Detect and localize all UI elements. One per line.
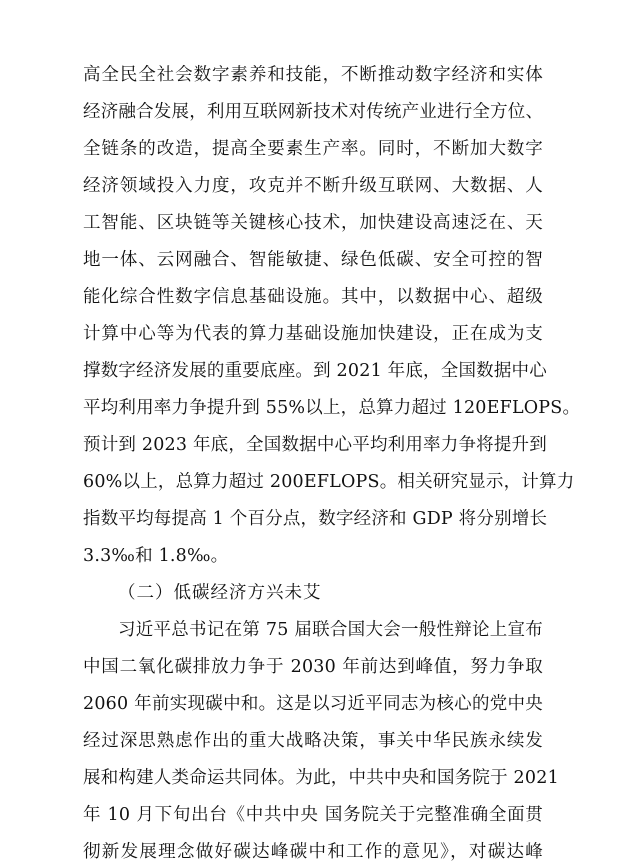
text-line: 工智能、区块链等关键核心技术，加快建设高速泛在、天 xyxy=(83,213,543,233)
text-line: 3.3‰和 1.8‰。 xyxy=(83,546,229,566)
text-line: 60%以上，总算力超过 200EFLOPS。相关研究显示，计算力 xyxy=(83,472,575,492)
text-line: 地一体、云网融合、智能敏捷、绿色低碳、安全可控的智 xyxy=(83,250,543,270)
text-line: 经济领域投入力度，攻克并不断升级互联网、大数据、人 xyxy=(83,176,543,196)
text-line: 经过深思熟虑作出的重大战略决策，事关中华民族永续发 xyxy=(83,731,543,751)
text-line: 习近平总书记在第 75 届联合国大会一般性辩论上宣布 xyxy=(118,620,543,640)
text-line: 撑数字经济发展的重要底座。到 2021 年底，全国数据中心 xyxy=(83,361,547,381)
text-line: 高全民全社会数字素养和技能，不断推动数字经济和实体 xyxy=(83,65,543,85)
text-line: 全链条的改造，提高全要素生产率。同时，不断加大数字 xyxy=(83,139,543,159)
text-line: 经济融合发展，利用互联网新技术对传统产业进行全方位、 xyxy=(83,102,544,122)
text-line: 展和构建人类命运共同体。为此，中共中央和国务院于 2021 xyxy=(83,768,559,788)
section-heading: （二）低碳经济方兴未艾 xyxy=(118,583,322,603)
text-line: 年 10 月下旬出台《中共中央 国务院关于完整准确全面贯 xyxy=(83,805,543,825)
text-line: 平均利用率力争提升到 55%以上，总算力超过 120EFLOPS。 xyxy=(83,398,581,418)
text-line: 能化综合性数字信息基础设施。其中，以数据中心、超级 xyxy=(83,287,543,307)
text-line: 中国二氧化碳排放力争于 2030 年前达到峰值，努力争取 xyxy=(83,657,543,677)
text-line: 计算中心等为代表的算力基础设施加快建设，正在成为支 xyxy=(83,324,543,344)
text-line: 彻新发展理念做好碳达峰碳中和工作的意见》，对碳达峰 xyxy=(83,842,543,862)
text-line: 预计到 2023 年底，全国数据中心平均利用率力争将提升到 xyxy=(83,435,547,455)
text-line: 指数平均每提高 1 个百分点，数字经济和 GDP 将分别增长 xyxy=(83,509,548,529)
text-line: 2060 年前实现碳中和。这是以习近平同志为核心的党中央 xyxy=(83,694,543,714)
